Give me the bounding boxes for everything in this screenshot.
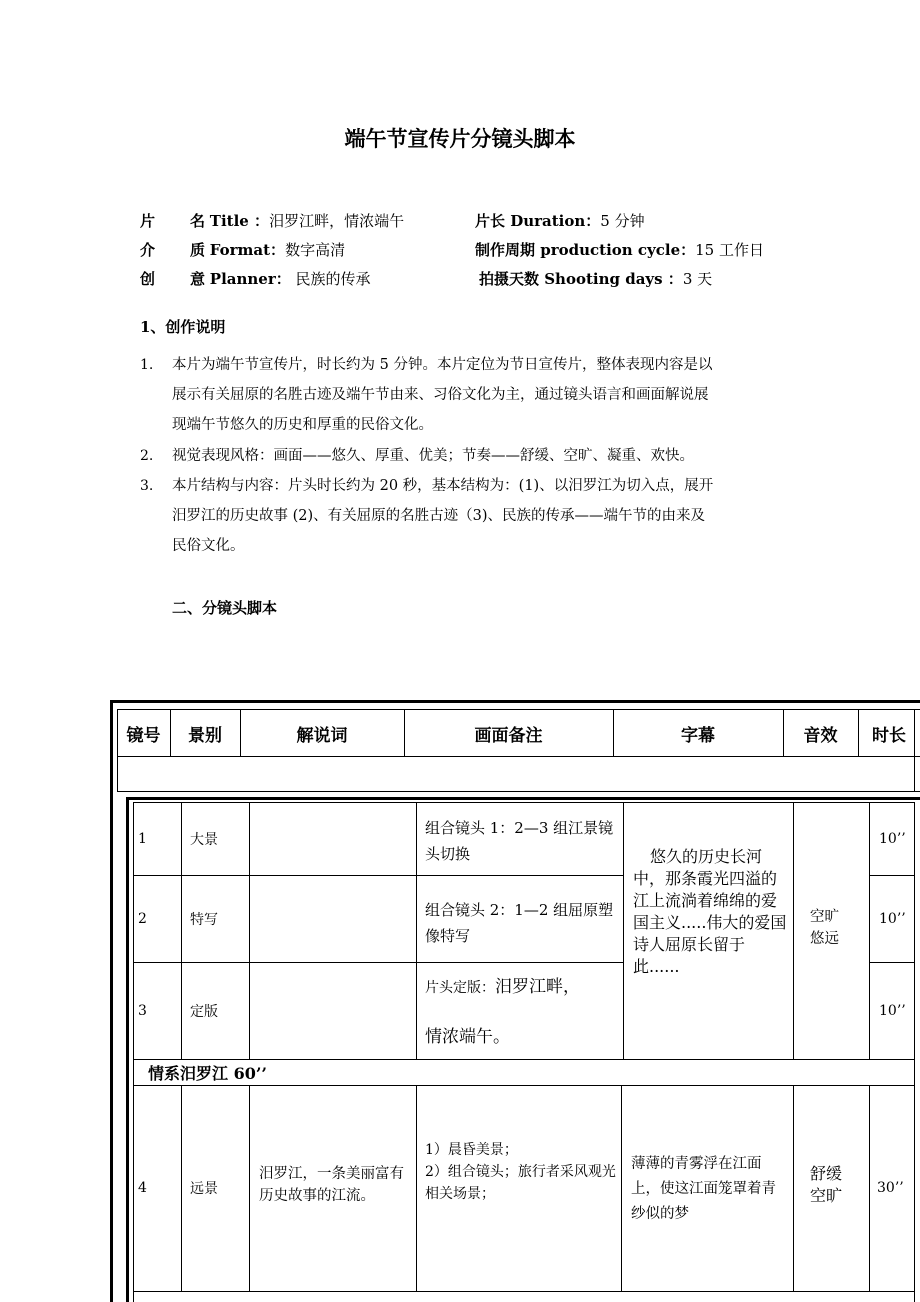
divider <box>404 709 405 757</box>
meta-planner-row: 创 <box>140 270 156 288</box>
merged-sound: 空旷悠远 <box>810 909 839 947</box>
divider <box>783 709 784 757</box>
divider <box>869 1085 870 1292</box>
section-row: 情系汨罗江 60’’ <box>148 1064 267 1083</box>
divider <box>249 1085 250 1292</box>
header-shot: 景别 <box>170 709 240 757</box>
divider <box>133 1085 915 1086</box>
row2-shot: 特写 <box>190 911 218 928</box>
meta-planner: 意 Planner： 民族的传承 <box>190 270 371 288</box>
divider <box>181 1085 182 1292</box>
section-heading-1: 1、创作说明 <box>140 318 226 336</box>
item-number: 3. <box>140 478 154 494</box>
row4-no: 4 <box>138 1180 147 1196</box>
meta-shooting-days: 拍摄天数 Shooting days ：3 天 <box>479 270 713 288</box>
list-item: 本片结构与内容：片头时长约为 20 秒，基本结构为：(1)、以汨罗江为切入点，展开 汨罗江的历史故事 (2)、有关屈原的名胜古迹（3)、民族的传承——端午节的由来及 民俗文化。 <box>172 478 714 554</box>
divider <box>133 1059 915 1060</box>
divider <box>181 802 182 1059</box>
divider <box>858 709 859 757</box>
row3-no: 3 <box>138 1002 147 1019</box>
row1-shot: 大景 <box>190 831 218 848</box>
divider <box>117 709 118 791</box>
divider <box>793 1085 794 1292</box>
divider <box>621 1085 622 1292</box>
row2-note: 组合镜头 2：1—2 组屈原塑像特写 <box>425 901 614 945</box>
row4-sound: 舒缓空旷 <box>810 1164 843 1205</box>
divider <box>869 802 870 1059</box>
page-title: 端午节宣传片分镜头脚本 <box>344 126 576 151</box>
meta-title-value: 汨罗江畔，情浓端午 <box>269 212 405 230</box>
meta-title: 名 Title ：汨罗江畔，情浓端午 <box>190 212 405 230</box>
row3-note: 片头定版：汨罗江畔， <box>425 977 580 997</box>
header-duration: 时长 <box>858 709 920 757</box>
divider <box>613 709 614 757</box>
meta-duration: 片长 Duration：5 分钟 <box>475 212 645 230</box>
header-narration: 解说词 <box>240 709 404 757</box>
row3-note-line2: 情浓端午。 <box>425 1027 510 1047</box>
list-item: 视觉表现风格：画面——悠久、厚重、优美；节奏——舒缓、空旷、凝重、欢快。 <box>172 448 694 464</box>
row4-note: 1）晨昏美景； 2）组合镜头；旅行者采风观光相关场景； <box>425 1142 616 1202</box>
list-item: 本片为端午节宣传片，时长约为 5 分钟。本片定位为节日宣传片，整体表现内容是以 展示有关屈原的名胜古迹及端午节由来、习俗文化为主，通过镜头语言和画面解说展 现端午节悠久的历史和厚重的民俗文化。 <box>172 357 713 433</box>
row2-no: 2 <box>138 910 147 927</box>
merged-subtitle: 悠久的历史长河中，那条霞光四溢的江上流淌着绵绵的爱国主义.....伟大的爱国诗人屈原长留于此...... <box>633 847 787 976</box>
meta-key-1: 片 <box>140 212 156 230</box>
divider <box>170 709 171 757</box>
header-sound: 音效 <box>783 709 858 757</box>
divider <box>623 802 624 1059</box>
row4-shot: 远景 <box>190 1181 218 1197</box>
row4-duration: 30’’ <box>877 1180 904 1196</box>
divider <box>240 709 241 757</box>
header-note: 画面备注 <box>404 709 613 757</box>
divider <box>133 1291 915 1292</box>
divider <box>117 791 920 792</box>
item-number: 1. <box>140 357 154 373</box>
divider <box>416 802 417 1059</box>
row4-narration: 汨罗江，一条美丽富有历史故事的江流。 <box>259 1166 404 1204</box>
section-heading-2: 二、分镜头脚本 <box>172 599 278 617</box>
divider <box>249 802 250 1059</box>
row1-duration: 10’’ <box>879 830 906 847</box>
divider <box>416 1085 417 1292</box>
row1-no: 1 <box>138 830 147 847</box>
row3-shot: 定版 <box>190 1003 218 1020</box>
row3-duration: 10’’ <box>879 1002 906 1019</box>
inner-table-frame <box>126 797 920 1302</box>
row2-duration: 10’’ <box>879 910 906 927</box>
meta-format: 质 Format：数字高清 <box>190 241 346 259</box>
divider <box>914 709 915 791</box>
row1-note: 组合镜头 1：2—3 组江景镜头切换 <box>425 819 614 863</box>
header-subtitle: 字幕 <box>613 709 783 757</box>
divider <box>914 802 915 1302</box>
meta-format-row: 介 <box>140 241 156 259</box>
row4-subtitle: 薄薄的青雾浮在江面上，使这江面笼罩着青纱似的梦 <box>631 1156 776 1222</box>
meta-title-row <box>140 210 155 231</box>
divider <box>133 802 915 803</box>
divider <box>793 802 794 1059</box>
divider <box>133 802 134 1302</box>
meta-cycle: 制作周期 production cycle：15 工作日 <box>475 241 764 259</box>
header-no: 镜号 <box>117 709 170 757</box>
item-number: 2. <box>140 448 154 464</box>
